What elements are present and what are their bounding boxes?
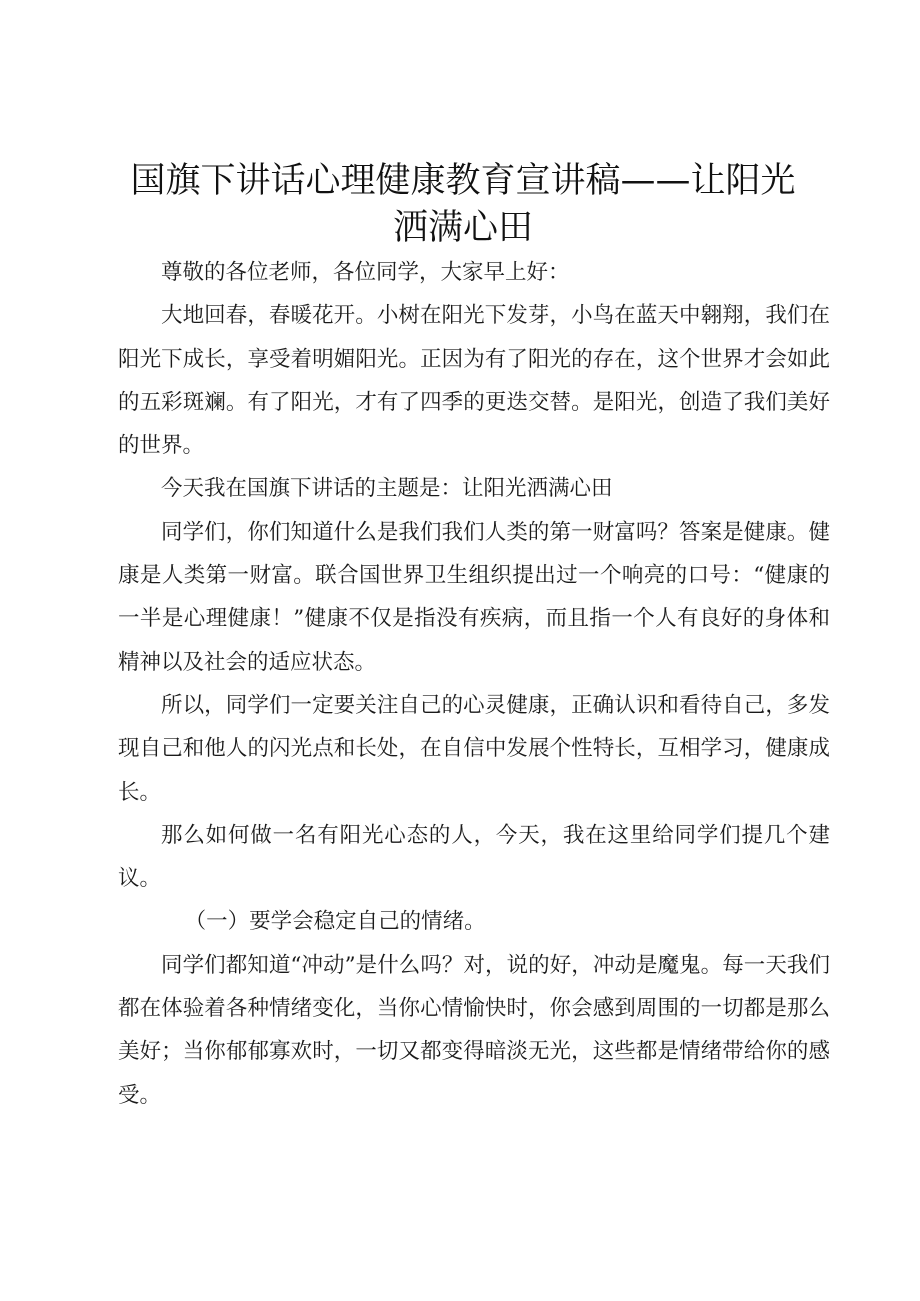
body-paragraph: 同学们都知道“冲动”是什么吗？对，说的好，冲动是魔鬼。每一天我们都在体验着各种情绪变化，当你心情愉快时，你会感到周围的一切都是那么美好；当你郁郁寡欢时，一切又都变得暗淡无光，这些都是情绪带给你的感受。	[118, 952, 830, 1108]
body-paragraph: 大地回春，春暖花开。小树在阳光下发芽，小鸟在蓝天中翱翔，我们在阳光下成长，享受着明媚阳光。正因为有了阳光的存在，这个世界才会如此的五彩斑斓。有了阳光，才有了四季的更迭交替。是阳光，创造了我们美好的世界。	[118, 303, 830, 459]
body-paragraph: 那么如何做一名有阳光心态的人，今天，我在这里给同学们提几个建议。	[118, 822, 830, 892]
theme-paragraph: 今天我在国旗下讲话的主题是：让阳光洒满心田	[161, 476, 613, 502]
document-body	[118, 251, 830, 1117]
greeting-paragraph: 尊敬的各位老师，各位同学，大家早上好：	[161, 260, 570, 285]
section-heading: （一）要学会稳定自己的情绪。	[184, 909, 486, 935]
body-paragraph: 所以，同学们一定要关注自己的心灵健康，正确认识和看待自己，多发现自己和他人的闪光点和长处，在自信中发展个性特长，互相学习，健康成长。	[118, 692, 830, 805]
document-title: 国旗下讲话心理健康教育宣讲稿——让阳光洒满心田	[130, 161, 796, 248]
body-paragraph: 同学们，你们知道什么是我们我们人类的第一财富吗？答案是健康。健康是人类第一财富。联合国世界卫生组织提出过一个响亮的口号：“健康的一半是心理健康！”健康不仅是指没有疾病，而且指一个人有良好的身体和精神以及社会的适应状态。	[118, 519, 830, 675]
